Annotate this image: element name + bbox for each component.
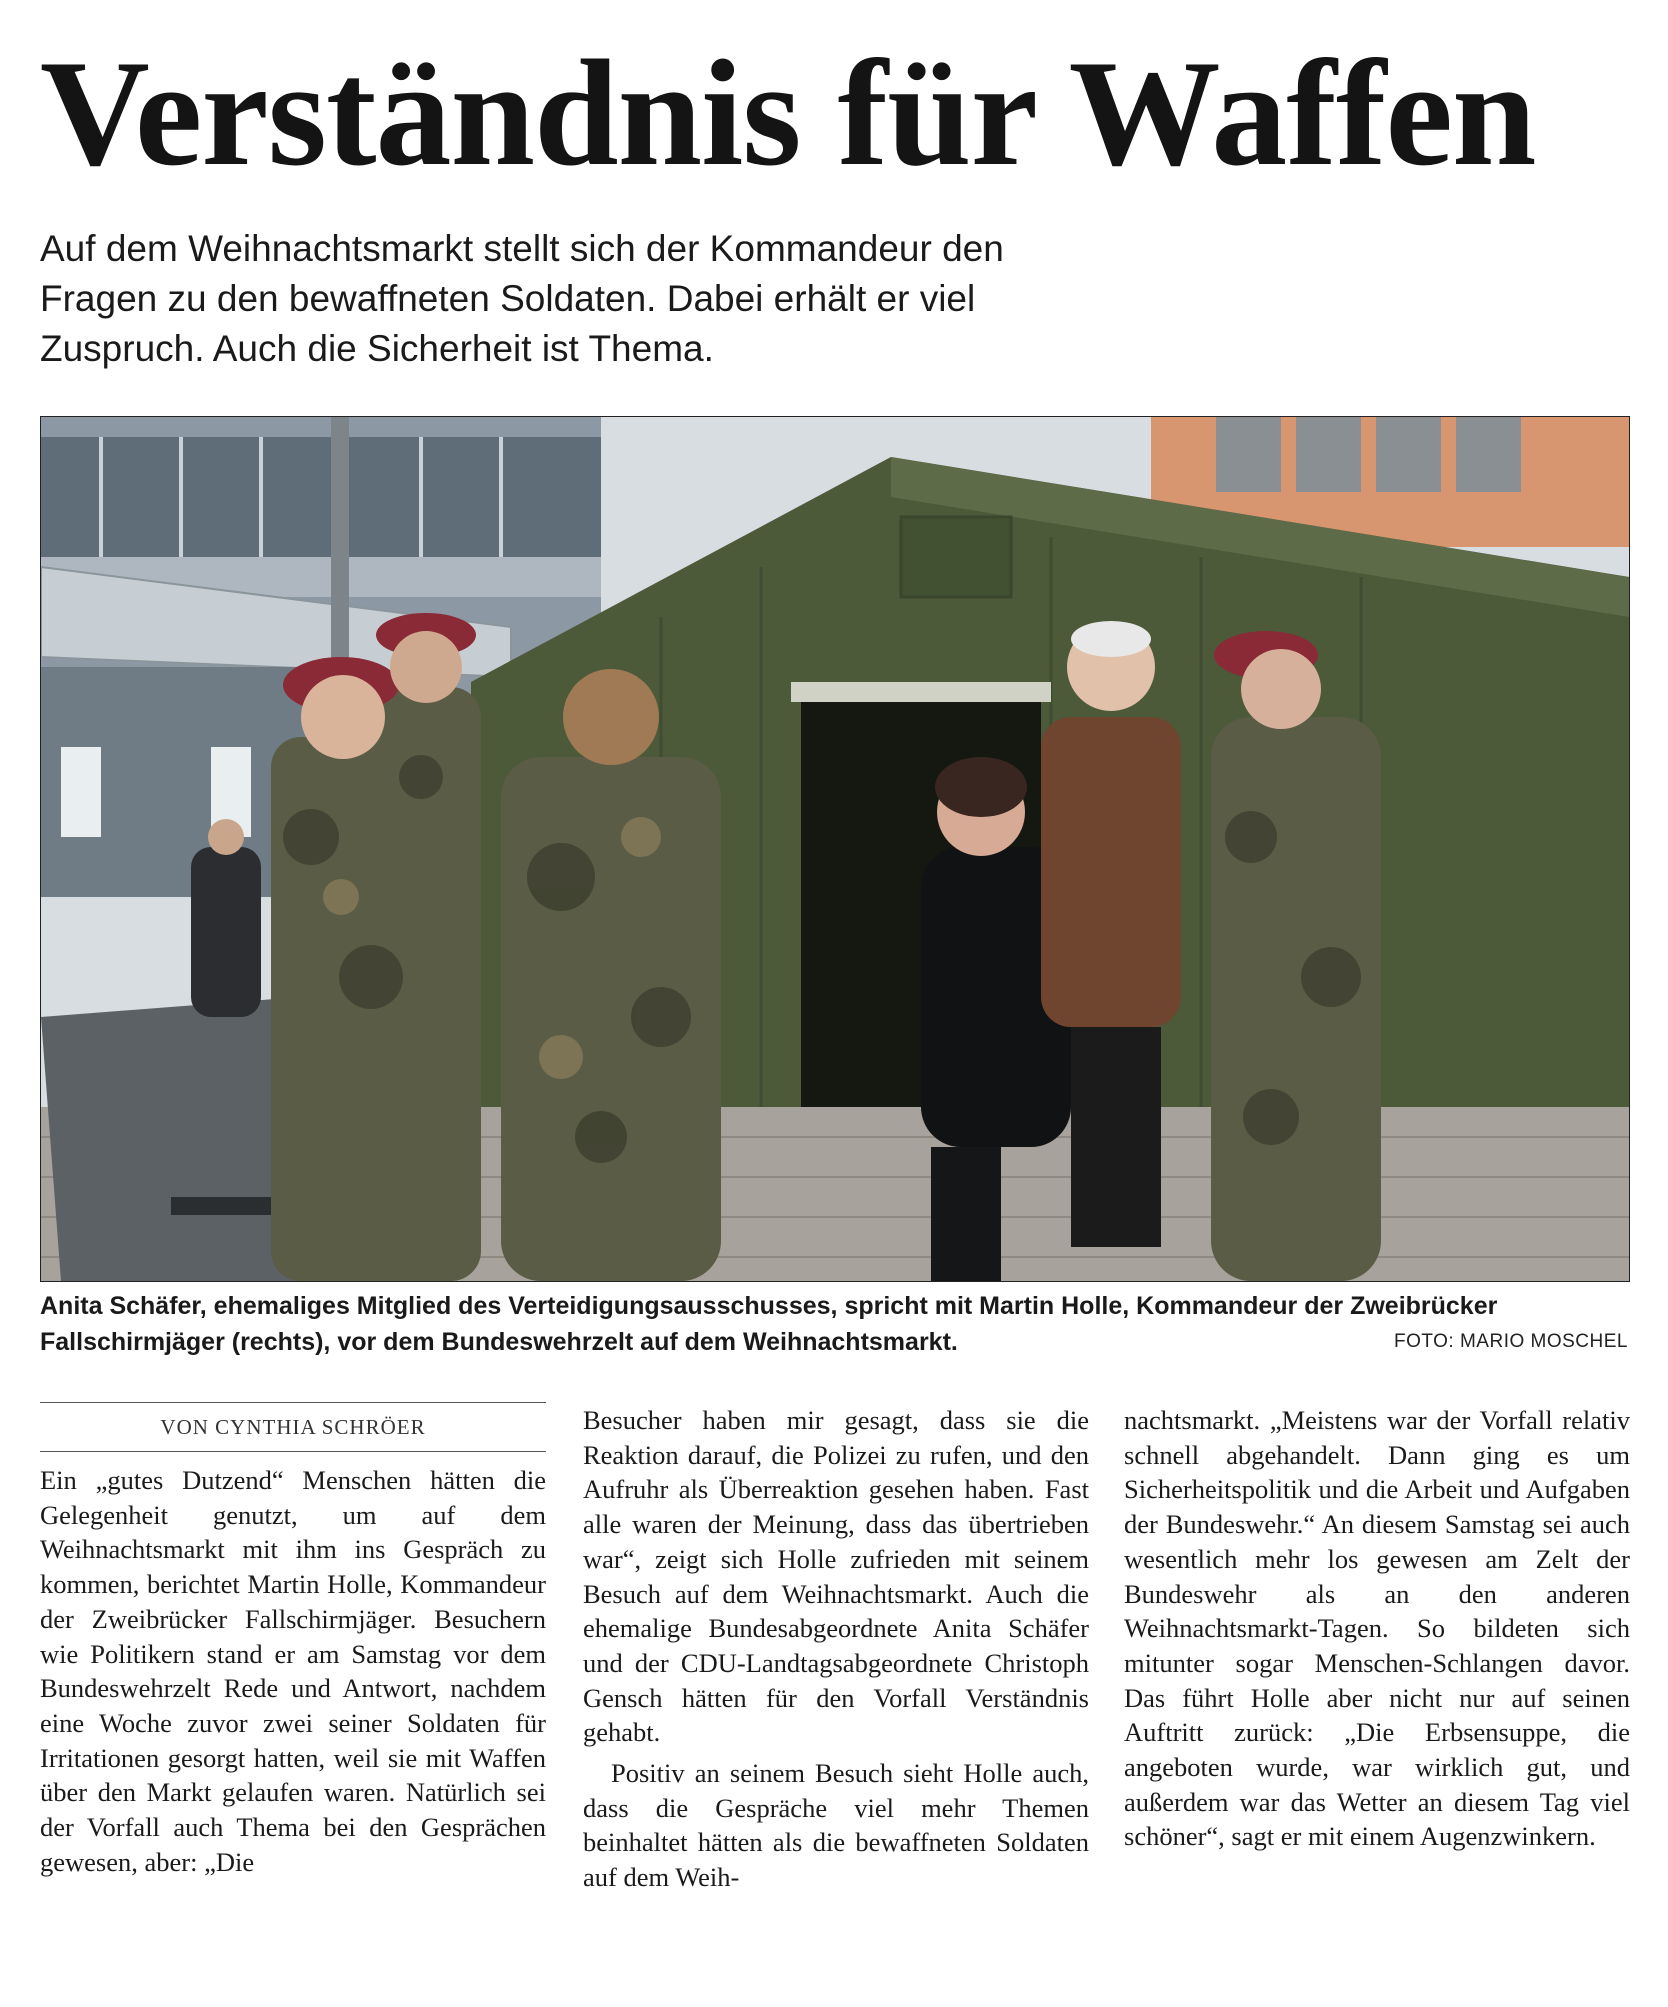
article-photo [40,416,1630,1282]
headline: Verständnis für Waffen [40,29,1536,197]
article-column-1 [40,1463,546,1879]
article-column-2 [583,1403,1089,1895]
subheadline: Auf dem Weihnachtsmarkt stellt sich der Kommandeur den Fragen zu den bewaffneten Soldaten. Dabei erhält er viel Zuspruch. Auch die Sicherheit ist Thema. [40,228,1004,369]
photo-credit: FOTO: MARIO MOSCHEL [1393,1331,1628,1352]
photo-caption: Anita Schäfer, ehemaliges Mitglied des Verteidigungsausschusses, spricht mit Martin Holle, Kommandeur der Zweibrücker Fallschirmjäger (rechts), vor dem Bundeswehrzelt auf dem Weihnachtsmarkt. [40,1292,1498,1356]
column-1-paragraph: Ein „gutes Dutzend“ Menschen hätten die Gelegenheit genutzt, um auf dem Weihnachtsmarkt mit ihm ins Gespräch zu kommen, berichtet Martin Holle, Kommandeur der Zweibrücker Fallschirmjäger. Besuchern wie Politikern stand er am Samstag vor dem Bundeswehrzelt Rede und Antwort, nachdem eine Woche zuvor zwei seiner Soldaten für Irritationen gesorgt hatten, weil sie mit Waffen über den Markt gelaufen waren. Natürlich sei der Vorfall auch Thema bei den Gesprächen gewesen, aber: „Die [40,1465,546,1877]
column-2-paragraph-1: Besucher haben mir gesagt, dass sie die Reaktion darauf, die Polizei zu rufen, und den Aufruhr als Überreaktion gesehen haben. Fast alle waren der Meinung, dass das übertrieben war“, zeigt sich Holle zufrieden mit seinem Besuch auf dem Weihnachtsmarkt. Auch die ehemalige Bundesabgeordnete Anita Schäfer und der CDU-Landtagsabgeordnete Christoph Gensch hätten für den Vorfall Verständnis gehabt. [583,1405,1089,1748]
article-column-3 [1124,1403,1630,1854]
column-2-paragraph-2: Positiv an seinem Besuch sieht Holle auch, dass die Gespräche viel mehr Themen beinhaltet hätten als die bewaffneten Soldaten auf dem Weih- [583,1758,1089,1893]
column-3-paragraph: nachtsmarkt. „Meistens war der Vorfall relativ schnell abgehandelt. Dann ging es um Sicherheitspolitik und die Arbeit und Aufgaben der Bundeswehr.“ An diesem Samstag sei auch wesentlich mehr los gewesen am Zelt der Bundeswehr als an den anderen Weihnachtsmarkt-Tagen. So bildeten sich mitunter sogar Menschen-Schlangen davor. Das führt Holle aber nicht nur auf seinen Auftritt zurück: „Die Erbsensuppe, die angeboten wurde, war wirklich gut, und außerdem war das Wetter an diesem Tag viel schöner“, sagt er mit einem Augenzwinkern. [1124,1405,1630,1852]
byline: VON CYNTHIA SCHRÖER [40,1402,546,1452]
